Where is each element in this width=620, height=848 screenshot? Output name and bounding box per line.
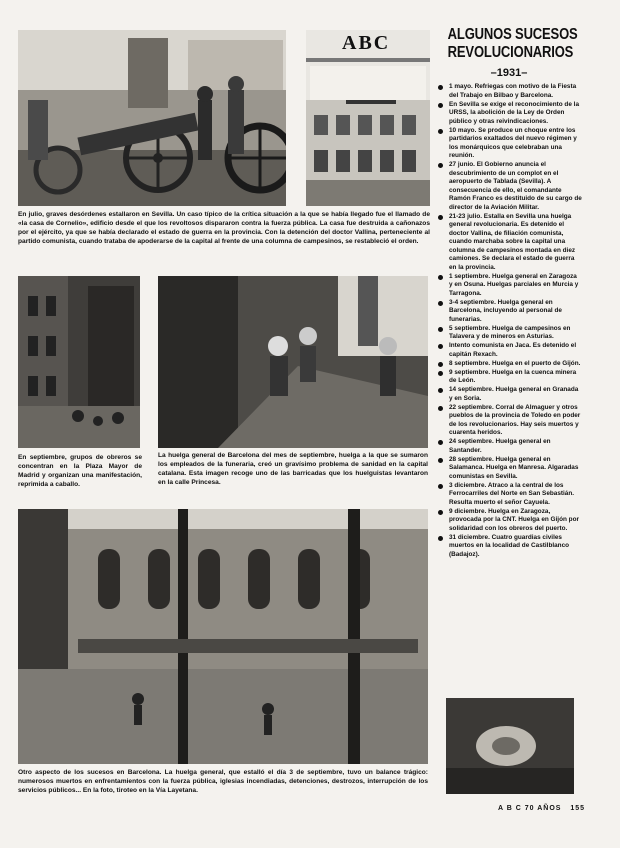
caption-sevilla: En julio, graves desórdenes estallaron en Sevilla. Un caso típico de la crítica situación a la que se había llegado fue el llamado de «la casa de Cornelio», edificio desde el que los revoltosos dispararon contra la fuerza pública. La casa fue destruida a cañonazos por el ejército, ya que se había declarado el estado de guerra en la provincia. Con la detención del doctor Vallina, perteneciente al partido comunista, cuando trataba de apoderarse de la capital al frente de una columna de campesinos, se restableció el orden. [18, 211, 430, 245]
bullet-icon [438, 510, 443, 515]
photo-castilblanco-image [446, 698, 574, 794]
event-item [436, 360, 582, 369]
event-text: 9 septiembre. Huelga en la cuenca minera de León. [449, 368, 577, 384]
event-item [436, 438, 582, 455]
caption-plaza-mayor: En septiembre, grupos de obreros se concentran en la Plaza Mayor de Madrid y organizan una manifestación, reprimida a caballo. [18, 454, 142, 488]
page-number: 155 [570, 805, 586, 812]
event-text: En Sevilla se exige el reconocimiento de la URSS, la abolición de la Ley de Orden público y otras reivindicaciones. [449, 100, 579, 125]
sidebar-title-line1: ALGUNOS SUCESOS [447, 26, 578, 43]
bullet-icon [438, 85, 443, 90]
event-item [436, 83, 582, 100]
event-item [436, 213, 582, 273]
newspaper-masthead: ABC [342, 32, 391, 54]
caption-via-layetana: Otro aspecto de los sucesos en Barcelona. La huelga general, que estalló el día 3 de septiembre, tuvo un balance trágico: numerosos muertos en enfrentamientos con la fuerza pública, iglesias incendiadas, detenciones, destrozos, interrupción de los servicios públicos... En la foto, tiroteo en la Vía Layetana. [18, 769, 428, 794]
event-text: Intento comunista en Jaca. Es detenido el capitán Rexach. [449, 342, 577, 358]
photo-sevilla-cannons [18, 30, 286, 206]
event-item [436, 127, 582, 161]
event-text: 8 septiembre. Huelga en el puerto de Gijón. [449, 359, 581, 367]
event-text: 10 mayo. Se produce un choque entre los partidarios exaltados del nuevo régimen y los monárquicos que celebraban una reunión. [449, 126, 577, 159]
page-footer [498, 805, 585, 812]
footer-publication: A B C 70 AÑOS [498, 805, 562, 812]
event-item [436, 325, 582, 342]
event-list [436, 83, 582, 559]
event-item [436, 534, 582, 560]
bullet-icon [438, 163, 443, 168]
sidebar-year: –1931– [490, 67, 528, 79]
event-text: 22 septiembre. Corral de Almaguer y otros pueblos de la provincia de Toledo en poder de los revolucionarios. Hay seis muertos y cuarenta heridos. [449, 403, 581, 436]
photo-abc-newspaper-building [306, 30, 430, 206]
sidebar-title-line2: REVOLUCIONARIOS [447, 44, 574, 61]
event-item [436, 369, 582, 386]
photo-sevilla-cannons-image [18, 30, 286, 206]
bullet-icon [438, 327, 443, 332]
event-text: 1 mayo. Refriegas con motivo de la Fiesta del Trabajo en Bilbao y Barcelona. [449, 83, 577, 99]
photo-barricada-princesa [158, 276, 428, 448]
bullet-icon [438, 344, 443, 349]
bullet-icon [438, 440, 443, 445]
event-text: 1 septiembre. Huelga general en Zaragoza y en Osuna. Huelgas parciales en Murcia y Tarragona. [449, 272, 579, 297]
bullet-icon [438, 215, 443, 220]
photo-abc-newspaper-building-image [306, 30, 430, 206]
event-text: 28 septiembre. Huelga general en Salamanca. Huelga en Manresa. Algaradas comunistas en Sevilla. [449, 455, 579, 480]
event-item [436, 404, 582, 438]
event-item [436, 273, 582, 299]
bullet-icon [438, 129, 443, 134]
event-text: 9 diciembre. Huelga en Zaragoza, provocada por la CNT. Huelga en Gijón por solidaridad con los obreros del puerto. [449, 507, 579, 532]
event-text: 14 septiembre. Huelga general en Granada y en Soria. [449, 386, 579, 402]
event-text: 21-23 julio. Estalla en Sevilla una huelga general revolucionaria. Es detenido el doctor Vallina, de filiación comunista, cuando marchaba sobre la capital una columna de campesinos montada en diez camiones. Se declara el estado de guerra en la provincia. [449, 212, 576, 271]
photo-castilblanco [446, 698, 574, 794]
event-text: 27 junio. El Gobierno anuncia el descubrimiento de un complot en el aeropuerto de Tablada (Sevilla). A consecuencia de ello, el comandante Ramón Franco es destituido de su cargo de director de la Aviación Militar. [449, 161, 582, 211]
caption-barricada: La huelga general de Barcelona del mes de septiembre, huelga a la que se sumaron los empleados de la funeraria, creó un gravísimo problema de sanidad en la capital catalana. Esta imagen recoge uno de las barricadas que los huelguistas levantaron en la calle Princesa. [158, 452, 428, 486]
bullet-icon [438, 484, 443, 489]
bullet-icon [438, 275, 443, 280]
event-item [436, 456, 582, 482]
event-text: 3 diciembre. Atraco a la central de los Ferrocarriles del Norte en San Sebastián. Resulta muerto el señor Cayuela. [449, 481, 575, 506]
event-text: 5 septiembre. Huelga de campesinos en Talavera y de mineros en Asturias. [449, 324, 571, 340]
bullet-icon [438, 103, 443, 108]
photo-via-layetana-image [18, 509, 428, 764]
photo-barricada-princesa-image [158, 276, 428, 448]
event-item [436, 161, 582, 212]
bullet-icon [438, 301, 443, 306]
photo-via-layetana [18, 509, 428, 764]
event-text: 3-4 septiembre. Huelga general en Barcelona, incluyendo al personal de funerarias. [449, 298, 562, 323]
event-item [436, 342, 582, 359]
event-item [436, 482, 582, 508]
photo-plaza-mayor [18, 276, 140, 448]
bullet-icon [438, 362, 443, 367]
bullet-icon [438, 371, 443, 376]
event-text: 31 diciembre. Cuatro guardias civiles muertos en la localidad de Castilblanco (Badajoz). [449, 533, 570, 558]
bullet-icon [438, 406, 443, 411]
sidebar-sucesos [436, 26, 582, 560]
event-item [436, 299, 582, 325]
bullet-icon [438, 536, 443, 541]
bullet-icon [438, 458, 443, 463]
photo-plaza-mayor-image [18, 276, 140, 448]
event-item [436, 386, 582, 403]
bullet-icon [438, 388, 443, 393]
event-item [436, 101, 582, 127]
event-item [436, 508, 582, 534]
event-text: 24 septiembre. Huelga general en Santander. [449, 438, 551, 454]
